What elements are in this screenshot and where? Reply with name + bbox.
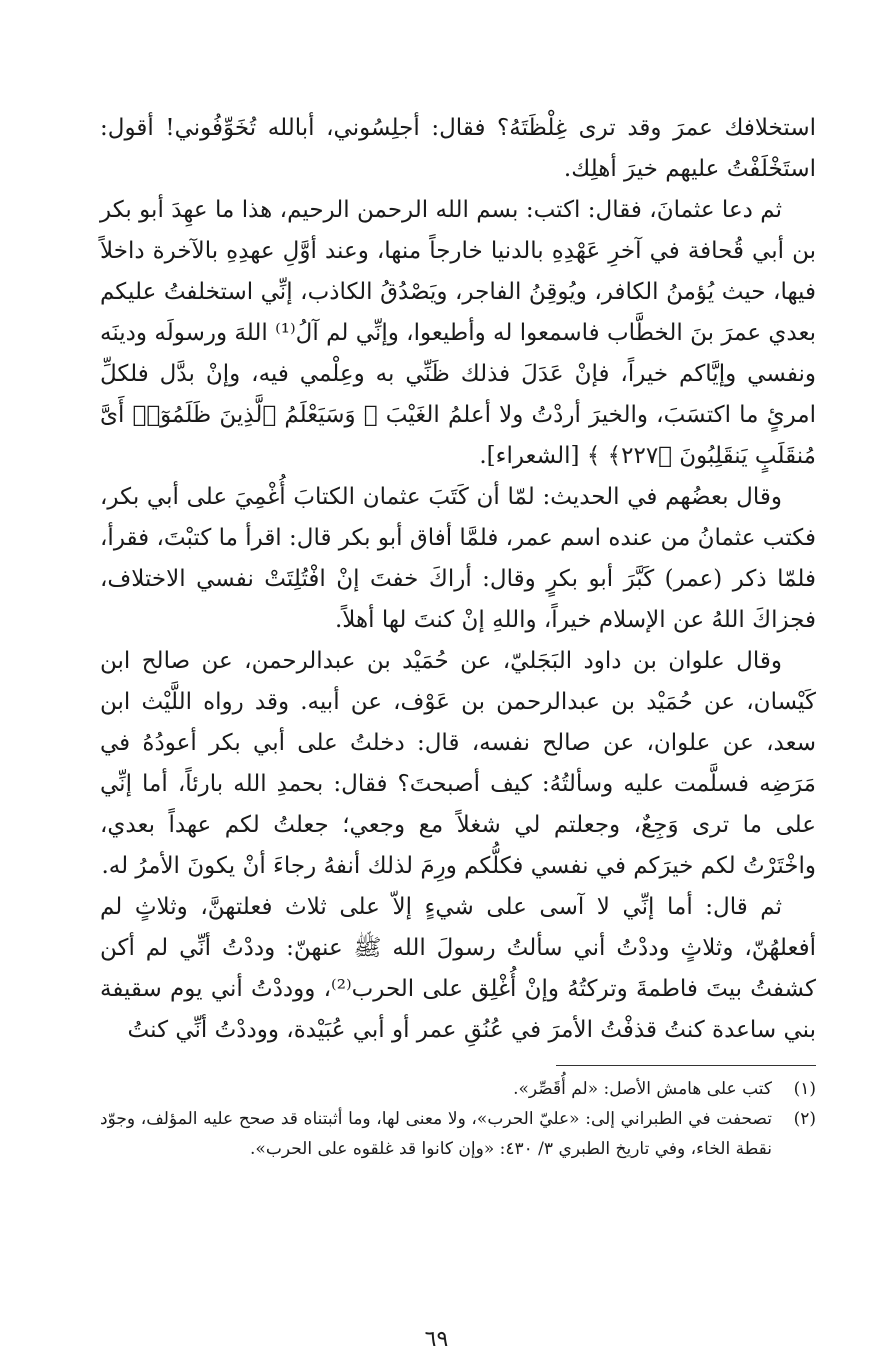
paragraph-2 xyxy=(100,190,816,477)
footnote-number: (١) xyxy=(793,1079,816,1099)
footnote-text: كتب على هامش الأصل: «لم أُقَصِّر». xyxy=(513,1079,772,1099)
footnote-1 xyxy=(100,1074,816,1104)
footnote-2 xyxy=(100,1104,816,1164)
paragraph-3: وقال بعضُهم في الحديث: لمّا أن كَتَبَ عثمان الكتابَ أُغْمِيَ على أبي بكر، فكتب عثمانُ من عنده اسم عمر، فلمَّا أفاق أبو بكر قال: اقرأ ما كتبْتَ، فقرأ، فلمّا ذكر (عمر) كَبَّرَ أبو بكرٍ وقال: أراكَ خفتَ إنْ افْتُلِتَتْ نفسي الاختلاف، فجزاكَ اللهُ عن الإسلام خيراً، واللهِ إنْ كنتَ لها أهلاً. xyxy=(100,484,816,633)
footnote-number: (٢) xyxy=(793,1109,816,1129)
paragraph-1: استخلافك عمرَ وقد ترى غِلْظَتَهُ؟ فقال: أجلِسُوني، أبالله تُخَوِّفُوني! أقول: استَخْلَفْتُ عليهم خيرَ أهلِك. xyxy=(100,115,816,182)
paragraph-5: ثم قال: أما إنِّي لا آسى على شيءٍ إلاّ على ثلاث فعلتهنَّ، وثلاثٍ لم أفعلهُنّ، وثلاثٍ وددْتُ أني سألتُ رسولَ الله ﷺ عنهنّ: وددْتُ أنِّي لم أكن كشفتُ بيتَ فاطمةَ وتركتُهُ وإنْ أُغْلِق على الحرب⁽²⁾، ووددْتُ أني يوم سقيفة بني ساعدة كنتُ قذفْتُ الأمرَ في عُنُقِ عمر أو أبي عُبَيْدة، ووددْتُ أنِّي كنتُ xyxy=(100,894,816,1043)
page-number: ٦٩ xyxy=(424,1327,449,1352)
quran-verse: ﴿ وَسَيَعْلَمُ ٱلَّذِينَ ظَلَمُوٓا۟ أَىَّ مُنقَلَبٍ يَنقَلِبُونَ ﴿٢٢٧﴾ ﴾ xyxy=(100,402,816,469)
footnote-divider xyxy=(556,1065,816,1066)
main-text xyxy=(100,108,816,1051)
paragraph-4: وقال علوان بن داود البَجَليّ، عن حُمَيْد بن عبدالرحمن، عن صالح ابن كَيْسان، عن حُمَيْد بن عبدالرحمن بن عَوْف، عن أبيه. وقد رواه اللَّيْث ابن سعد، عن علوان، عن صالح نفسه، قال: دخلتُ على أبي بكر أعودُهُ في مَرَضِه فسلَّمت عليه وسألتُهُ: كيف أصبحتَ؟ فقال: بحمدِ الله بارئاً، أما إنِّي على ما ترى وَجِعٌ، وجعلتم لي شغلاً مع وجعي؛ جعلتُ لكم عهداً بعدي، واخْتَرْتُ لكم خيرَكم في نفسي فكلُّكم ورِمَ لذلك أنفهُ رجاءَ أنْ يكونَ الأمرُ له. xyxy=(100,648,816,879)
footnote-text: تصحفت في الطبراني إلى: «عليّ الحرب»، ولا معنى لها، وما أثبتناه قد صحح عليه المؤلف، وجوّد نقطة الخاء، وفي تاريخ الطبري ٣/ ٤٣٠: «وإن كانوا قد غلقوه على الحرب». xyxy=(100,1109,772,1159)
book-page xyxy=(100,108,816,1348)
surah-reference: [الشعراء]. xyxy=(479,443,580,469)
paragraph-2-text: ثم دعا عثمانَ، فقال: اكتب: بسم الله الرحمن الرحيم، هذا ما عهِدَ أبو بكر بن أبي قُحافة في آخرِ عَهْدِهِ بالدنيا خارجاً منها، وعند أوَّلِ عهدِهِ بالآخرة داخلاً فيها، حيث يُؤمنُ الكافر، ويُوقِنُ الفاجر، ويَصْدُقُ الكاذب، إنِّي استخلفتُ عليكم بعدي عمرَ بنَ الخطَّاب فاسمعوا له وأطيعوا، وإنِّي لم آلُ⁽¹⁾ اللهَ ورسولَه ودينَه ونفسي وإيَّاكم خيراً، فإنْ عَدَلَ فذلك ظَنِّي به وعِلْمي فيه، وإنْ بدَّل فلكلِّ امرئٍ ما اكتسَبَ، والخيرَ أردْتُ ولا أعلمُ الغَيْبَ xyxy=(100,197,817,428)
footnotes xyxy=(100,1074,816,1164)
